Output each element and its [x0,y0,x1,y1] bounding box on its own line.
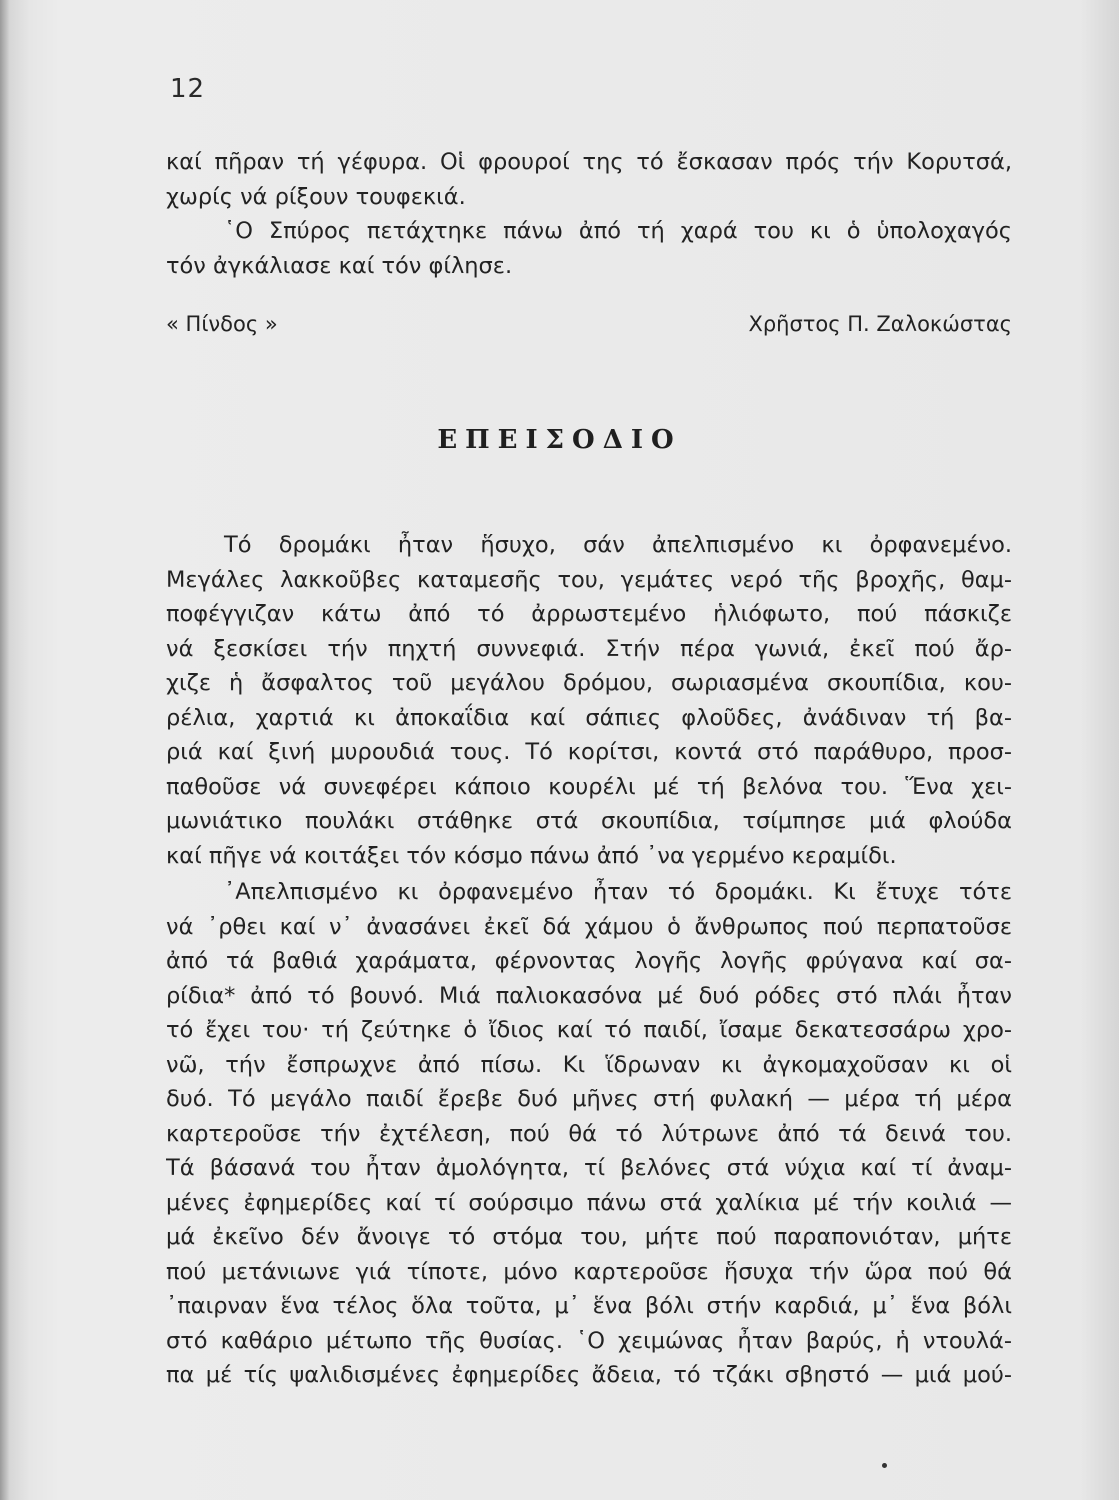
page-spine-shadow [0,0,10,1500]
text-line: ᾽παιρναν ἕνα τέλος ὅλα τοῦτα, μ᾽ ἕνα βόλι στήν καρδιά, μ᾽ ἕνα βόλι [166,1293,1012,1319]
text-line: ποφέγγιζαν κάτω ἀπό τό ἀρρωστεμένο ἡλιόφωτο, πού πάσκιζε [166,601,1012,627]
text-line: μωνιάτικο πουλάκι στάθηκε στά σκουπίδια, τσίμπησε μιά φλούδα [166,808,1012,834]
paragraph-2 [166,875,1012,1393]
text-line: νά ξεσκίσει τήν πηχτή συννεφιά. Στήν πέρα γωνιά, ἐκεῖ πού ἄρ- [166,635,1012,662]
source-title: « Πίνδος » [166,312,278,336]
text-line: καί πῆραν τή γέφυρα. Οἱ φρουροί της τό ἔσκασαν πρός τήν Κορυτσά, [166,149,1012,175]
text-line: ριά καί ξινή μυρουδιά τους. Τό κορίτσι, κοντά στό παράθυρο, προσ- [166,739,1012,765]
text-line: πού μετάνιωνε γιά τίποτε, μόνο καρτεροῦσε ἥσυχα τήν ὥρα πού θά [166,1258,1012,1285]
text-line: δυό. Τό μεγάλο παιδί ἔρεβε δυό μῆνες στή φυλακή — μέρα τή μέρα [166,1086,1012,1112]
text-line: ῾Ο Σπύρος πετάχτηκε πάνω ἀπό τή χαρά του κι ὁ ὑπολοχαγός [224,218,1012,244]
text-line: πα μέ τίς ψαλιδισμένες ἐφημερίδες ἄδεια, τό τζάκι σβηστό — μιά μού- [166,1362,1012,1388]
text-line: Μεγάλες λακκοῦβες καταμεσῆς του, γεμάτες νερό τῆς βροχῆς, θαμ- [166,566,1012,593]
text-line: χιζε ἡ ἄσφαλτος τοῦ μεγάλου δρόμου, σωριασμένα σκουπίδια, κου- [166,670,1012,696]
text-line: καρτεροῦσε τήν ἐχτέλεση, πού θά τό λύτρωνε ἀπό τά δεινά του. [166,1120,1012,1147]
text-line: Τά βάσανά του ἦταν ἀμολόγητα, τί βελόνες στά νύχια καί τί ἀναμ- [166,1155,1012,1181]
paragraph-1 [166,528,1012,873]
text-line: ρέλια, χαρτιά κι ἀποκαΐδια καί σάπιες φλοῦδες, ἀνάδιναν τή βα- [166,704,1012,731]
text-line: νῶ, τήν ἔσπρωχνε ἀπό πίσω. Κι ἵδρωναν κι ἀγκομαχοῦσαν κι οἱ [166,1051,1012,1078]
page-number: 12 [170,74,206,104]
text-line: νά ᾽ρθει καί ν᾽ ἀνασάνει ἐκεῖ δά χάμου ὁ ἄνθρωπος πού περπατοῦσε [166,913,1012,940]
text-line: στό καθάριο μέτωπο τῆς θυσίας. ῾Ο χειμώνας ἦταν βαρύς, ἡ ντουλά- [166,1327,1012,1354]
text-line: καί πῆγε νά κοιτάξει τόν κόσμο πάνω ἀπό ᾽να γερμένο κεραμίδι. [166,842,897,869]
ink-speck [882,1463,887,1468]
text-line: Τό δρομάκι ἦταν ἥσυχο, σάν ἀπελπισμένο κι ὀρφανεμένο. [224,532,1012,558]
author-name: Χρῆστος Π. Ζαλοκώστας [748,312,1012,336]
previous-story-text [166,145,1012,283]
text-line: μά ἐκεῖνο δέν ἄνοιγε τό στόμα του, μήτε πού παραπονιόταν, μήτε [166,1224,1012,1250]
text-line: παθοῦσε νά συνεφέρει κάποιο κουρέλι μέ τή βελόνα του. Ἕνα χει- [166,773,1012,800]
text-line: χωρίς νά ρίξουν τουφεκιά. [166,183,466,210]
text-line: ρίδια* ἀπό τό βουνό. Μιά παλιοκασόνα μέ δυό ρόδες στό πλάι ἦταν [166,982,1012,1009]
story-title: ΕΠΕΙΣΟΔΙΟ [437,425,682,455]
text-line: τό ἔχει του· τή ζεύτηκε ὁ ἴδιος καί τό παιδί, ἴσαμε δεκατεσσάρω χρο- [166,1017,1012,1043]
text-line: ᾽Απελπισμένο κι ὀρφανεμένο ἦταν τό δρομάκι. Κι ἔτυχε τότε [224,879,1012,905]
text-line: μένες ἐφημερίδες καί τί σούρσιμο πάνω στά χαλίκια μέ τήν κοιλιά — [166,1189,1012,1216]
text-line: τόν ἀγκάλιασε καί τόν φίλησε. [166,252,513,279]
attribution-row [166,312,1012,336]
text-line: ἀπό τά βαθιά χαράματα, φέρνοντας λογῆς λογῆς φρύγανα καί σα- [166,948,1012,974]
